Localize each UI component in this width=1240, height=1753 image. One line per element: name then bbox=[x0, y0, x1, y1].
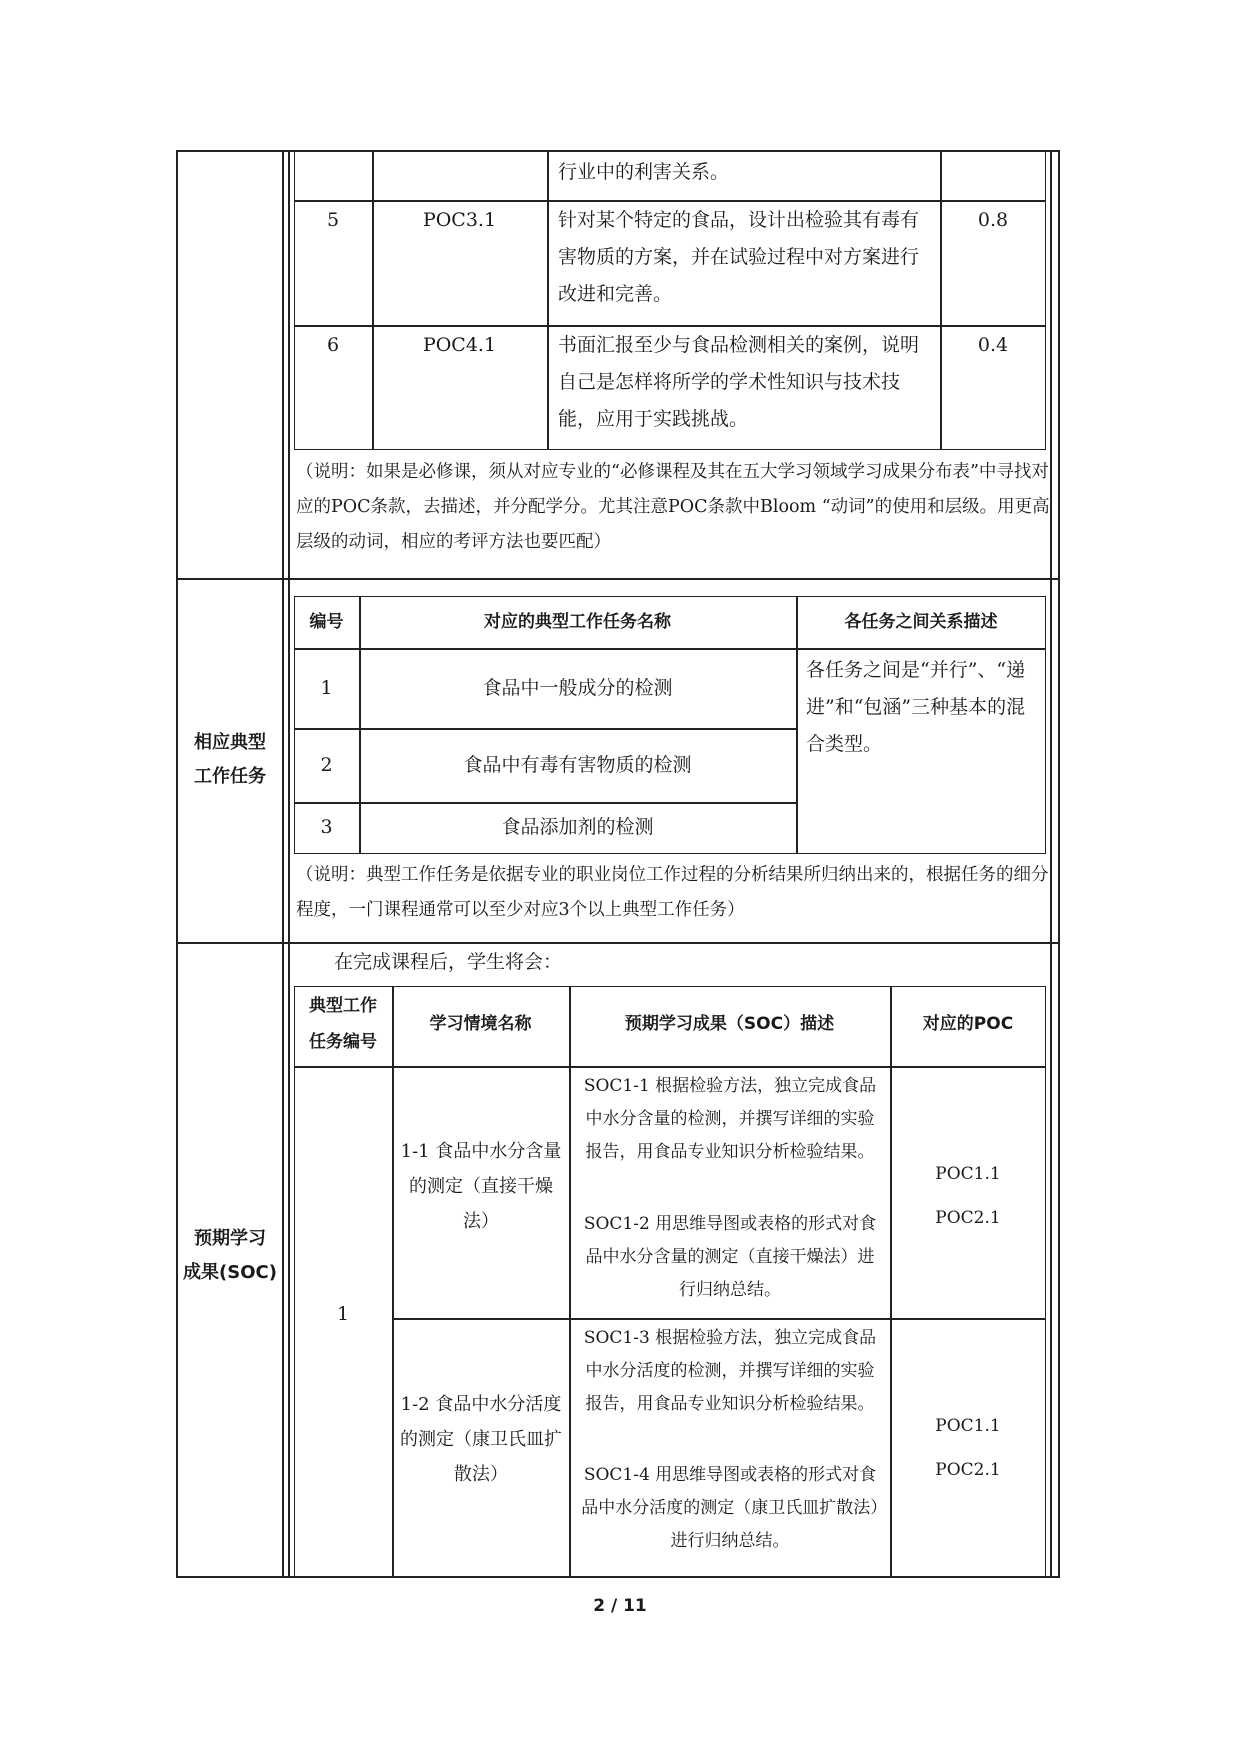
soc-row-2-soc-b: SOC1-4 用思维导图或表格的形式对食品中水分活度的测定（康卫氏皿扩散法）进行归纳总结。 bbox=[581, 1465, 879, 1551]
soc-task-no: 1 bbox=[336, 1303, 350, 1325]
poc-row-6-desc: 书面汇报至少与食品检测相关的案例，说明自己是怎样将所学的学术性知识与技术技能，应用于实践挑战。 bbox=[558, 334, 920, 430]
tasks-header-name: 对应的典型工作任务名称 bbox=[484, 612, 671, 632]
soc-label-line2: 成果(SOC) bbox=[183, 1262, 277, 1283]
tasks-row-divider-2 bbox=[294, 802, 796, 804]
tasks-label-line2: 工作任务 bbox=[194, 766, 266, 787]
soc-row-1-soc-a: SOC1-1 根据检验方法，独立完成食品中水分含量的检测，并撰写详细的实验报告，用食品专业知识分析检验结果。 bbox=[583, 1076, 877, 1162]
soc-col-divider-2 bbox=[569, 986, 571, 1578]
soc-header-soc: 预期学习成果（SOC）描述 bbox=[624, 1014, 835, 1034]
task-row-3-name: 食品添加剂的检测 bbox=[501, 816, 654, 838]
task-row-1-no: 1 bbox=[320, 677, 333, 699]
tasks-header-no: 编号 bbox=[309, 612, 344, 632]
poc-row-6-no: 6 bbox=[326, 334, 340, 356]
soc-row-1-poc-b: POC2.1 bbox=[935, 1208, 1001, 1228]
soc-header-divider bbox=[294, 1066, 1046, 1068]
poc-col-divider-1 bbox=[372, 150, 374, 450]
section-divider-1 bbox=[176, 578, 1060, 580]
tasks-label-line1: 相应典型 bbox=[194, 732, 266, 753]
task-row-3-no: 3 bbox=[320, 816, 333, 838]
poc-row-5-code: POC3.1 bbox=[422, 209, 497, 231]
poc-continued-text: 行业中的利害关系。 bbox=[558, 161, 730, 183]
poc-col-divider-3 bbox=[940, 150, 942, 450]
soc-intro: 在完成课程后，学生将会： bbox=[334, 951, 563, 973]
soc-row-divider-1 bbox=[392, 1318, 1046, 1320]
poc-row-5-no: 5 bbox=[326, 209, 340, 231]
poc-row-5-credit: 0.8 bbox=[977, 209, 1009, 231]
soc-row-1-situation: 1-1 食品中水分含量的测定（直接干燥法） bbox=[400, 1141, 562, 1232]
tasks-header-relation: 各任务之间关系描述 bbox=[844, 612, 998, 632]
poc-note: （说明：如果是必修课，须从对应专业的“必修课程及其在五大学习领域学习成果分布表”中寻找对应的POC条款，去描述，并分配学分。尤其注意POC条款中Bloom “动词”的使用和层级。用更高层级的动词，相应的考评方法也要匹配） bbox=[296, 462, 1050, 552]
task-row-2-no: 2 bbox=[320, 754, 333, 776]
soc-row-2-poc-b: POC2.1 bbox=[935, 1460, 1001, 1480]
soc-row-2-soc-a: SOC1-3 根据检验方法，独立完成食品中水分活度的检测，并撰写详细的实验报告，用食品专业知识分析检验结果。 bbox=[583, 1328, 877, 1414]
soc-col-divider-3 bbox=[890, 986, 892, 1578]
poc-row-6-credit: 0.4 bbox=[977, 334, 1009, 356]
outer-label-divider bbox=[282, 150, 284, 1578]
soc-row-1-soc-b: SOC1-2 用思维导图或表格的形式对食品中水分含量的测定（直接干燥法）进行归纳总结。 bbox=[583, 1214, 877, 1300]
outer-inner-divider bbox=[288, 150, 290, 1578]
tasks-label bbox=[178, 726, 282, 794]
soc-label-line1: 预期学习 bbox=[194, 1228, 266, 1249]
soc-header-poc: 对应的POC bbox=[922, 1014, 1014, 1034]
poc-row-5-desc: 针对某个特定的食品，设计出检验其有毒有害物质的方案，并在试验过程中对方案进行改进和完善。 bbox=[558, 209, 920, 305]
tasks-note: （说明：典型工作任务是依据专业的职业岗位工作过程的分析结果所归纳出来的，根据任务的细分程度，一门课程通常可以至少对应3个以上典型工作任务） bbox=[296, 865, 1049, 920]
soc-row-2-situation: 1-2 食品中水分活度的测定（康卫氏皿扩散法） bbox=[400, 1394, 562, 1485]
poc-col-divider-2 bbox=[547, 150, 549, 450]
tasks-row-divider-1 bbox=[294, 728, 796, 730]
soc-header-task-no-line1: 典型工作 bbox=[309, 996, 377, 1016]
soc-header-situation: 学习情境名称 bbox=[429, 1014, 532, 1034]
task-row-1-name: 食品中一般成分的检测 bbox=[482, 677, 673, 699]
page-number: 2 / 11 bbox=[593, 1596, 647, 1616]
soc-row-2-poc-a: POC1.1 bbox=[935, 1416, 1001, 1436]
tasks-relation-desc: 各任务之间是“并行”、“递进”和“包涵”三种基本的混合类型。 bbox=[806, 659, 1026, 755]
task-row-2-name: 食品中有毒有害物质的检测 bbox=[463, 754, 692, 776]
poc-row-6-code: POC4.1 bbox=[422, 334, 497, 356]
soc-col-divider-1 bbox=[392, 986, 394, 1578]
tasks-header-divider bbox=[294, 648, 1046, 650]
soc-row-1-poc-a: POC1.1 bbox=[935, 1164, 1001, 1184]
soc-header-task-no bbox=[294, 988, 392, 1060]
soc-label bbox=[178, 1222, 282, 1290]
soc-header-task-no-line2: 任务编号 bbox=[309, 1032, 377, 1052]
